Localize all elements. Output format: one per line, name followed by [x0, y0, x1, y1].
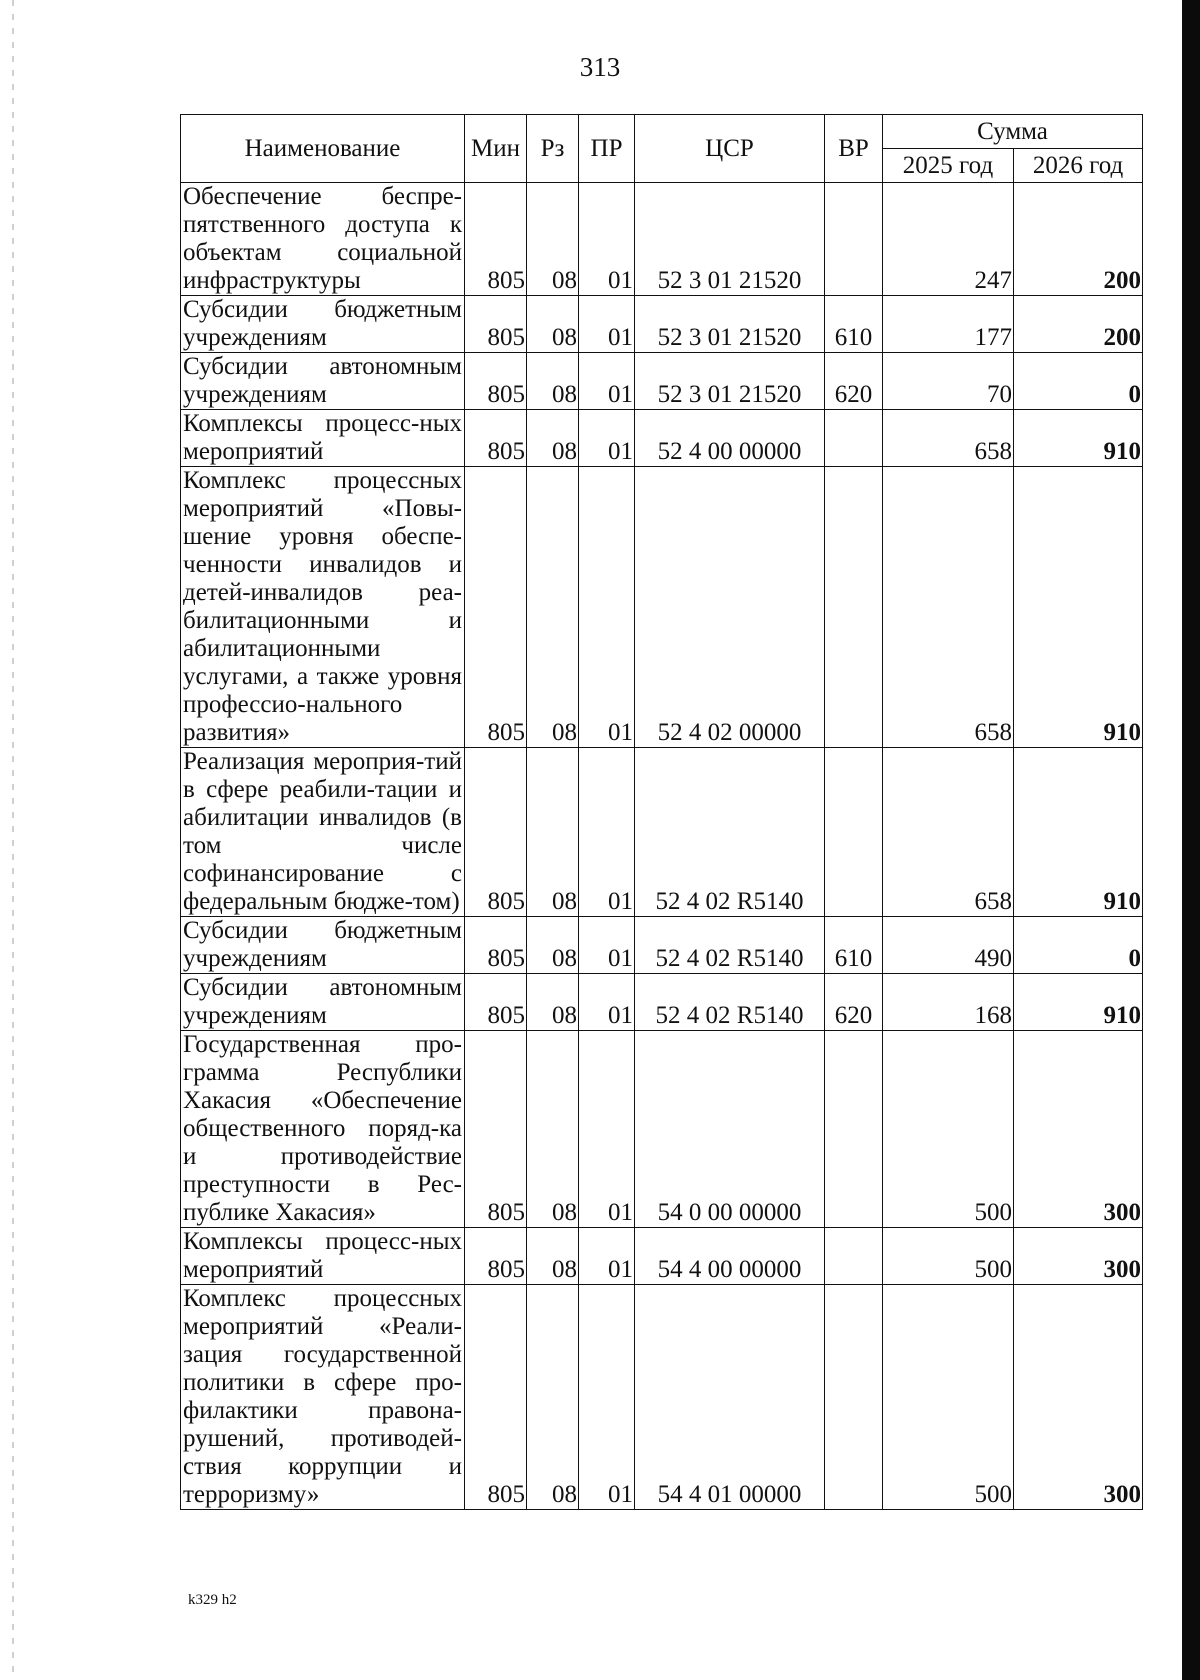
- cell-min: 805: [465, 917, 527, 974]
- cell-y2025: 490: [883, 917, 1014, 974]
- cell-vr: [825, 410, 883, 467]
- header-csr: ЦСР: [635, 115, 825, 183]
- cell-csr: 52 4 02 R5140: [635, 917, 825, 974]
- table-row: [181, 1285, 1143, 1510]
- cell-min: 805: [465, 974, 527, 1031]
- cell-pr: 01: [579, 467, 635, 748]
- cell-y2025: 177: [883, 296, 1014, 353]
- cell-rz: 08: [527, 183, 579, 296]
- table-row: [181, 1031, 1143, 1228]
- cell-name: Обеспечение беспре-пятственного доступа к объектам социальной инфраструктуры: [181, 183, 465, 296]
- cell-min: 805: [465, 183, 527, 296]
- cell-y2026: 200: [1014, 183, 1143, 296]
- cell-rz: 08: [527, 410, 579, 467]
- cell-rz: 08: [527, 1285, 579, 1510]
- cell-rz: 08: [527, 974, 579, 1031]
- cell-min: 805: [465, 353, 527, 410]
- cell-min: 805: [465, 410, 527, 467]
- cell-csr: 54 0 00 00000: [635, 1031, 825, 1228]
- cell-pr: 01: [579, 353, 635, 410]
- cell-name: Комплексы процесс-ных мероприятий: [181, 410, 465, 467]
- page-number: 313: [579, 52, 621, 82]
- cell-rz: 08: [527, 748, 579, 917]
- cell-csr: 52 3 01 21520: [635, 183, 825, 296]
- cell-pr: 01: [579, 1228, 635, 1285]
- cell-rz: 08: [527, 353, 579, 410]
- cell-y2025: 658: [883, 467, 1014, 748]
- cell-name: Комплекс процессных мероприятий «Реали-зация государственной политики в сфере про-филактики правона-рушений, противодей-ствия коррупции и терроризму»: [181, 1285, 465, 1510]
- cell-pr: 01: [579, 410, 635, 467]
- cell-min: 805: [465, 1228, 527, 1285]
- cell-rz: 08: [527, 1228, 579, 1285]
- table-body: [181, 183, 1143, 1510]
- cell-csr: 52 4 00 00000: [635, 410, 825, 467]
- cell-csr: 52 3 01 21520: [635, 296, 825, 353]
- cell-y2025: 70: [883, 353, 1014, 410]
- cell-name: Субсидии автономным учреждениям: [181, 353, 465, 410]
- header-name: Наименование: [181, 115, 465, 183]
- cell-pr: 01: [579, 183, 635, 296]
- header-rz: Рз: [527, 115, 579, 183]
- cell-vr: 610: [825, 917, 883, 974]
- cell-rz: 08: [527, 1031, 579, 1228]
- cell-vr: [825, 748, 883, 917]
- cell-y2026: 300: [1014, 1031, 1143, 1228]
- table-row: [181, 410, 1143, 467]
- cell-csr: 54 4 00 00000: [635, 1228, 825, 1285]
- table-row: [181, 467, 1143, 748]
- budget-table: [180, 114, 1143, 1510]
- cell-y2026: 0: [1014, 353, 1143, 410]
- cell-y2026: 910: [1014, 748, 1143, 917]
- cell-name: Субсидии автономным учреждениям: [181, 974, 465, 1031]
- cell-vr: [825, 1031, 883, 1228]
- cell-pr: 01: [579, 296, 635, 353]
- cell-pr: 01: [579, 974, 635, 1031]
- cell-min: 805: [465, 467, 527, 748]
- cell-min: 805: [465, 748, 527, 917]
- cell-y2026: 300: [1014, 1285, 1143, 1510]
- cell-y2025: 168: [883, 974, 1014, 1031]
- cell-y2026: 910: [1014, 467, 1143, 748]
- header-min: Мин: [465, 115, 527, 183]
- cell-name: Реализация мероприя-тий в сфере реабили-тации и абилитации инвалидов (в том числе софинансирование с федеральным бюдже-том): [181, 748, 465, 917]
- table-row: [181, 353, 1143, 410]
- header-pr: ПР: [579, 115, 635, 183]
- cell-rz: 08: [527, 917, 579, 974]
- table-row: [181, 1228, 1143, 1285]
- cell-csr: 52 4 02 00000: [635, 467, 825, 748]
- header-year-2026: 2026 год: [1014, 149, 1143, 183]
- cell-pr: 01: [579, 917, 635, 974]
- cell-min: 805: [465, 296, 527, 353]
- header-row-1: [181, 115, 1143, 149]
- scan-right-edge: [1182, 0, 1200, 1680]
- header-year-2025: 2025 год: [883, 149, 1014, 183]
- cell-name: Субсидии бюджетным учреждениям: [181, 296, 465, 353]
- cell-vr: 620: [825, 974, 883, 1031]
- cell-vr: [825, 467, 883, 748]
- cell-pr: 01: [579, 1031, 635, 1228]
- cell-y2025: 500: [883, 1031, 1014, 1228]
- table-row: [181, 917, 1143, 974]
- header-sum: Сумма: [883, 115, 1143, 149]
- scan-left-edge: [12, 0, 14, 1680]
- cell-y2025: 500: [883, 1285, 1014, 1510]
- cell-csr: 52 4 02 R5140: [635, 748, 825, 917]
- cell-y2025: 247: [883, 183, 1014, 296]
- cell-y2025: 658: [883, 748, 1014, 917]
- cell-y2026: 0: [1014, 917, 1143, 974]
- cell-rz: 08: [527, 467, 579, 748]
- table-row: [181, 183, 1143, 296]
- cell-vr: [825, 1285, 883, 1510]
- cell-csr: 52 3 01 21520: [635, 353, 825, 410]
- cell-csr: 52 4 02 R5140: [635, 974, 825, 1031]
- header-vr: ВР: [825, 115, 883, 183]
- cell-pr: 01: [579, 1285, 635, 1510]
- cell-min: 805: [465, 1031, 527, 1228]
- cell-y2026: 910: [1014, 974, 1143, 1031]
- table-row: [181, 296, 1143, 353]
- cell-min: 805: [465, 1285, 527, 1510]
- cell-name: Комплексы процесс-ных мероприятий: [181, 1228, 465, 1285]
- footer-code: k329 h2: [188, 1592, 237, 1608]
- cell-name: Субсидии бюджетным учреждениям: [181, 917, 465, 974]
- cell-vr: 610: [825, 296, 883, 353]
- cell-pr: 01: [579, 748, 635, 917]
- cell-vr: 620: [825, 353, 883, 410]
- cell-csr: 54 4 01 00000: [635, 1285, 825, 1510]
- cell-y2026: 200: [1014, 296, 1143, 353]
- cell-name: Комплекс процессных мероприятий «Повы-шение уровня обеспе-ченности инвалидов и детей-инвалидов реа-билитационными и абилитационными услугами, а также уровня профессио-нального развития»: [181, 467, 465, 748]
- cell-rz: 08: [527, 296, 579, 353]
- cell-name: Государственная про-грамма Республики Хакасия «Обеспечение общественного поряд-ка и противодействие преступности в Рес-публике Хакасия»: [181, 1031, 465, 1228]
- cell-y2025: 500: [883, 1228, 1014, 1285]
- table-row: [181, 974, 1143, 1031]
- cell-y2026: 300: [1014, 1228, 1143, 1285]
- table-header: [181, 115, 1143, 183]
- cell-vr: [825, 1228, 883, 1285]
- table-row: [181, 748, 1143, 917]
- cell-vr: [825, 183, 883, 296]
- cell-y2025: 658: [883, 410, 1014, 467]
- cell-y2026: 910: [1014, 410, 1143, 467]
